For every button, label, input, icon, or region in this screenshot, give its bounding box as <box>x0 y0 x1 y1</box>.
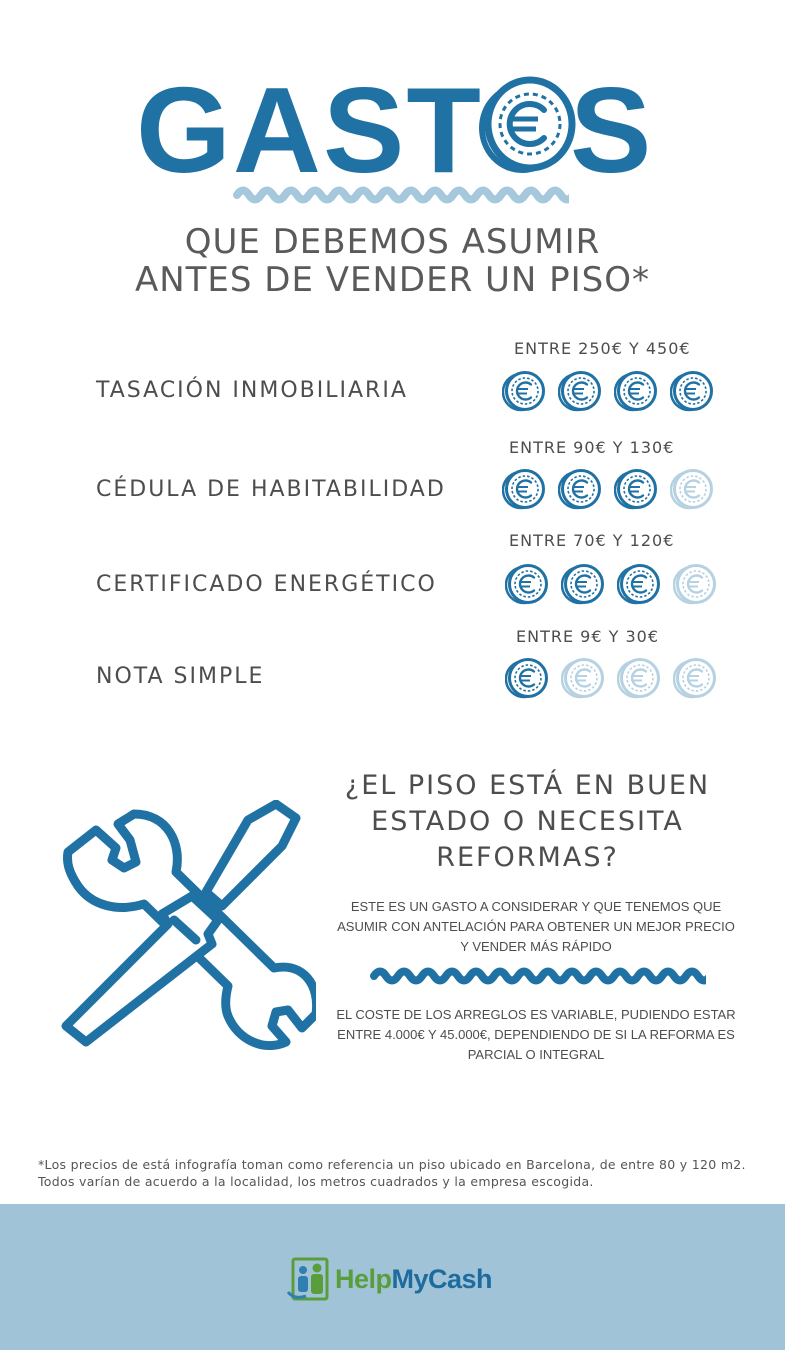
euro-coin-icon <box>558 468 601 511</box>
euro-coin-icon <box>561 563 604 606</box>
wrench-screwdriver-icon <box>58 800 316 1050</box>
footer <box>0 1204 785 1350</box>
euro-coin-icon <box>505 563 548 606</box>
subtitle-line-2: ANTES DE VENDER UN PISO* <box>134 260 651 300</box>
euro-coin-icon <box>673 657 716 700</box>
cost-range: ENTRE 70€ Y 120€ <box>509 531 675 550</box>
euro-coin-icon <box>502 468 545 511</box>
euro-coin-icon <box>502 370 545 413</box>
reform-paragraph-1: ESTE ES UN GASTO A CONSIDERAR Y QUE TENEMOS QUE ASUMIR CON ANTELACIÓN PARA OBTENER UN MEJOR PRECIO Y VENDER MÁS RÁPIDO <box>337 899 735 954</box>
logo-text-my: My <box>391 1263 429 1294</box>
coin-rating <box>505 563 716 606</box>
cost-label: CERTIFICADO ENERGÉTICO <box>96 572 437 597</box>
reform-paragraph-2: EL COSTE DE LOS ARREGLOS ES VARIABLE, PUDIENDO ESTAR ENTRE 4.000€ Y 45.000€, DEPENDIENDO DE SI LA REFORMA ES PARCIAL O INTEGRAL <box>336 1007 736 1062</box>
subtitle-line-1: QUE DEBEMOS ASUMIR <box>184 222 601 262</box>
cost-range: ENTRE 250€ Y 450€ <box>514 339 691 358</box>
footnote: *Los precios de está infografía toman como referencia un piso ubicado en Barcelona, de entre 80 y 120 m2. Todos varían de acuerdo a la localidad, los metros cuadrados y la empresa escogida. <box>38 1157 746 1189</box>
page-title <box>0 62 785 198</box>
euro-coin-icon <box>478 76 578 176</box>
cost-label: NOTA SIMPLE <box>96 664 265 689</box>
coin-rating <box>502 370 713 413</box>
cost-range: ENTRE 90€ Y 130€ <box>509 438 675 457</box>
euro-coin-icon <box>558 370 601 413</box>
cost-label: TASACIÓN INMOBILIARIA <box>96 378 408 403</box>
cost-label: CÉDULA DE HABITABILIDAD <box>96 477 446 502</box>
wave-divider <box>370 965 706 987</box>
euro-coin-icon <box>561 657 604 700</box>
euro-coin-icon <box>505 657 548 700</box>
helpmycash-logo-icon <box>286 1256 332 1302</box>
title-text-left: GAST <box>136 62 483 198</box>
euro-coin-icon <box>614 370 657 413</box>
cost-range: ENTRE 9€ Y 30€ <box>516 627 660 646</box>
coin-rating <box>502 468 713 511</box>
logo-text-cash: Cash <box>428 1263 493 1294</box>
title-text-right: S <box>570 62 654 198</box>
logo-text-help: Help <box>335 1263 392 1294</box>
euro-coin-icon <box>670 468 713 511</box>
euro-coin-icon <box>673 563 716 606</box>
wave-divider <box>233 184 569 206</box>
coin-rating <box>505 657 716 700</box>
euro-coin-icon <box>617 563 660 606</box>
euro-coin-icon <box>617 657 660 700</box>
logo-text <box>335 1264 492 1295</box>
euro-coin-icon <box>614 468 657 511</box>
reform-question: ¿EL PISO ESTÁ EN BUEN ESTADO O NECESITA REFORMAS? <box>344 770 711 873</box>
euro-coin-icon <box>670 370 713 413</box>
brand-logo[interactable] <box>286 1256 492 1302</box>
